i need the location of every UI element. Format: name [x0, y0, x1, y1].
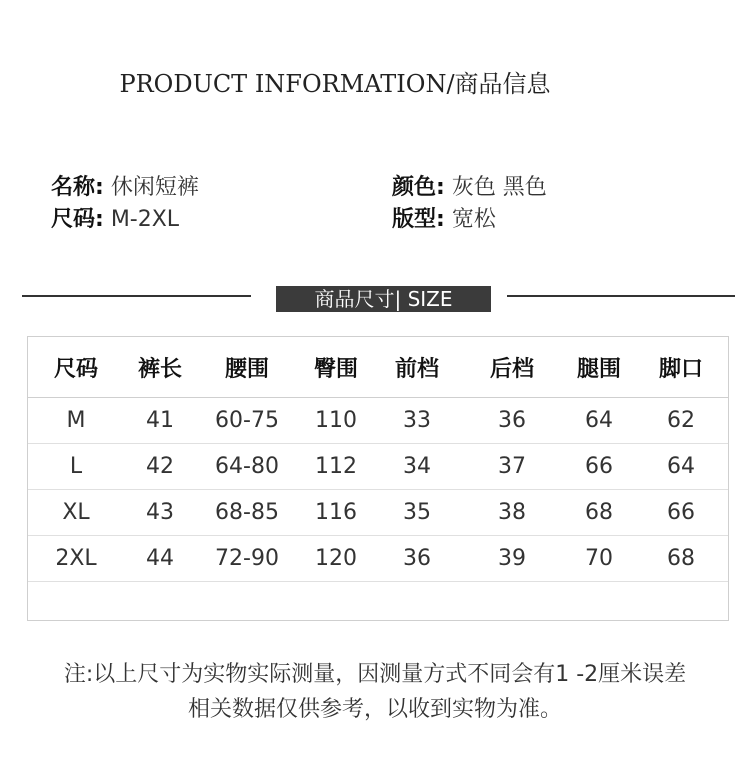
table-cell: 35 [374, 490, 460, 536]
product-color [392, 170, 547, 201]
table-cell: 43 [124, 490, 196, 536]
table-cell: L [28, 444, 124, 490]
color-label: 颜色: [392, 175, 445, 200]
table-cell: 120 [298, 536, 374, 582]
size-value: M-2XL [110, 207, 180, 232]
size-label: 尺码: [51, 207, 104, 232]
table-cell: 36 [374, 536, 460, 582]
table-cell: 42 [124, 444, 196, 490]
table-cell: 39 [460, 536, 564, 582]
header-cell: 臀围 [298, 337, 374, 398]
table-cell: M [28, 398, 124, 444]
fit-label: 版型: [392, 207, 445, 232]
header-cell: 后档 [460, 337, 564, 398]
table-cell: 64-80 [196, 444, 298, 490]
table-cell: 64 [564, 398, 634, 444]
table-cell: 44 [124, 536, 196, 582]
divider-left [22, 295, 251, 297]
table-cell: 112 [298, 444, 374, 490]
table-cell: 68-85 [196, 490, 298, 536]
table-cell: 70 [564, 536, 634, 582]
table-cell: 38 [460, 490, 564, 536]
table-cell: 68 [634, 536, 728, 582]
product-name [51, 170, 199, 201]
note-line-2: 相关数据仅供参考，以收到实物为准。 [187, 697, 562, 722]
size-table [28, 337, 728, 582]
name-value: 休闲短裤 [110, 175, 199, 200]
product-size-range [51, 202, 179, 233]
header-cell: 裤长 [124, 337, 196, 398]
table-row [28, 444, 728, 490]
table-cell: 37 [460, 444, 564, 490]
size-table-container [27, 336, 729, 621]
size-section-banner: 商品尺寸| SIZE [276, 286, 491, 312]
header-cell: 前档 [374, 337, 460, 398]
table-cell: 33 [374, 398, 460, 444]
header-cell: 尺码 [28, 337, 124, 398]
fit-value: 宽松 [451, 207, 496, 232]
table-cell: 68 [564, 490, 634, 536]
table-row [28, 398, 728, 444]
table-cell: 72-90 [196, 536, 298, 582]
table-row [28, 490, 728, 536]
page-title: PRODUCT INFORMATION/商品信息 [119, 70, 551, 98]
name-label: 名称: [51, 175, 104, 200]
table-cell: 66 [564, 444, 634, 490]
color-value: 灰色 黑色 [451, 175, 547, 200]
table-cell: 41 [124, 398, 196, 444]
table-cell: 64 [634, 444, 728, 490]
header-cell: 腿围 [564, 337, 634, 398]
divider-right [507, 295, 735, 297]
table-cell: 110 [298, 398, 374, 444]
product-fit [392, 202, 496, 233]
table-row [28, 536, 728, 582]
table-cell: 36 [460, 398, 564, 444]
header-cell: 腰围 [196, 337, 298, 398]
table-cell: 66 [634, 490, 728, 536]
table-cell: 116 [298, 490, 374, 536]
table-cell: 2XL [28, 536, 124, 582]
header-cell: 脚口 [634, 337, 728, 398]
table-header-row [28, 337, 728, 398]
table-cell: 62 [634, 398, 728, 444]
table-cell: XL [28, 490, 124, 536]
table-cell: 34 [374, 444, 460, 490]
table-cell: 60-75 [196, 398, 298, 444]
note-line-1: 注:以上尺寸为实物实际测量，因测量方式不同会有1 -2厘米误差 [63, 662, 687, 687]
